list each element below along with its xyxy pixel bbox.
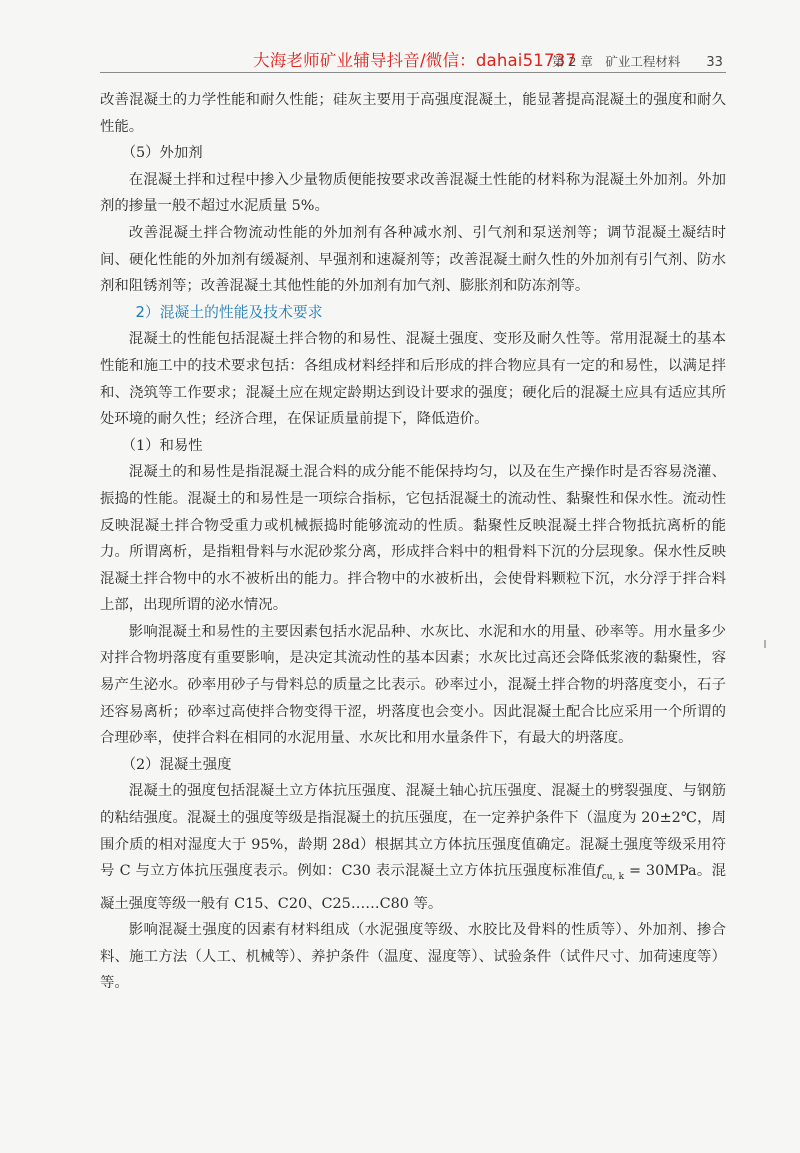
formula-subscript: cu, k <box>601 872 625 883</box>
page-body <box>100 87 726 997</box>
formula-symbol: f <box>596 863 602 880</box>
strength-text: 混凝土的强度包括混凝土立方体抗压强度、混凝土轴心抗压强度、混凝土的劈裂强度、与钢筋的粘结强度。混凝土的强度等级是指混凝土的抗压强度，在一定养护条件下（温度为 20±2℃，周围介质的相对湿度大于 95%，龄期 28d）根据其立方体抗压强度值确定。混凝土强度等级采用符号 C 与立方体抗压强度表示。例如：C30 表示混凝土立方体抗压强度标准值 <box>100 783 726 880</box>
chapter-title: 第 2 章 矿业工程材料 <box>552 54 681 69</box>
running-head <box>552 52 723 70</box>
paragraph-strength-factors: 影响混凝土强度的因素有材料组成（水泥强度等级、水胶比及骨料的性质等）、外加剂、掺合料、施工方法（人工、机械等）、养护条件（温度、湿度等）、试验条件（试件尺寸、加荷速度等）等。 <box>100 922 726 992</box>
heading-strength: （2）混凝土强度 <box>121 756 232 773</box>
paragraph-strength-definition <box>100 778 726 917</box>
margin-mark <box>764 640 766 648</box>
strength-text-tail: = 30MPa。混凝土强度等级一般有 C15、C20、C25……C80 等。 <box>100 863 726 912</box>
paragraph-continued: 改善混凝土的力学性能和耐久性能；硅灰主要用于高强度混凝土，能显著提高混凝土的强度和耐久性能。 <box>100 92 726 135</box>
header-rule <box>100 72 726 73</box>
watermark-text: 大海老师矿业辅导抖音/微信：dahai51737 <box>253 51 577 70</box>
page-number: 33 <box>706 55 723 70</box>
paragraph-properties: 混凝土的性能包括混凝土拌合物的和易性、混凝土强度、变形及耐久性等。常用混凝土的基本性能和施工中的技术要求包括：各组成材料经拌和后形成的拌合物应具有一定的和易性，以满足拌和、浇筑等工作要求；混凝土应在规定龄期达到设计要求的强度；硬化后的混凝土应具有适应其所处环境的耐久性；经济合理，在保证质量前提下，降低造价。 <box>100 331 726 428</box>
paragraph-workability-factors: 影响混凝土和易性的主要因素包括水泥品种、水灰比、水泥和水的用量、砂率等。用水量多少对拌合物坍落度有重要影响，是决定其流动性的基本因素；水灰比过高还会降低浆液的黏聚性，容易产生泌水。砂率用砂子与骨料总的质量之比表示。砂率过小，混凝土拌合物的坍落度变小，石子还容易离析；砂率过高使拌合物变得干涩，坍落度也会变小。因此混凝土配合比应采用一个所谓的合理砂率，使拌合料在相同的水泥用量、水灰比和用水量条件下，有最大的坍落度。 <box>100 623 726 747</box>
paragraph-admixture-types: 改善混凝土拌合物流动性能的外加剂有各种减水剂、引气剂和泵送剂等；调节混凝土凝结时间、硬化性能的外加剂有缓凝剂、早强剂和速凝剂等；改善混凝土耐久性的外加剂有引气剂、防水剂和阻锈剂等；改善混凝土其他性能的外加剂有加气剂、膨胀剂和防冻剂等。 <box>100 224 726 295</box>
section-heading-properties: 2）混凝土的性能及技术要求 <box>135 303 323 321</box>
paragraph-workability-definition: 混凝土的和易性是指混凝土混合料的成分能不能保持均匀，以及在生产操作时是否容易浇灌、振捣的性能。混凝土的和易性是一项综合指标，它包括混凝土的流动性、黏聚性和保水性。流动性反映混凝土拌合物受重力或机械振捣时能够流动的性质。黏聚性反映混凝土拌合物抵抗离析的能力。所谓离析，是指粗骨料与水泥砂浆分离，形成拌合料中的粗骨料下沉的分层现象。保水性反映混凝土拌合物中的水不被析出的能力。拌合物中的水被析出，会使骨料颗粒下沉，水分浮于拌合料上部，出现所谓的泌水情况。 <box>100 464 726 614</box>
page-header <box>0 44 800 74</box>
heading-admixture: （5）外加剂 <box>121 145 203 162</box>
paragraph-admixture-definition: 在混凝土拌和过程中掺入少量物质便能按要求改善混凝土性能的材料称为混凝土外加剂。外加剂的掺量一般不超过水泥质量 5%。 <box>100 171 726 215</box>
heading-workability: （1）和易性 <box>121 437 203 454</box>
